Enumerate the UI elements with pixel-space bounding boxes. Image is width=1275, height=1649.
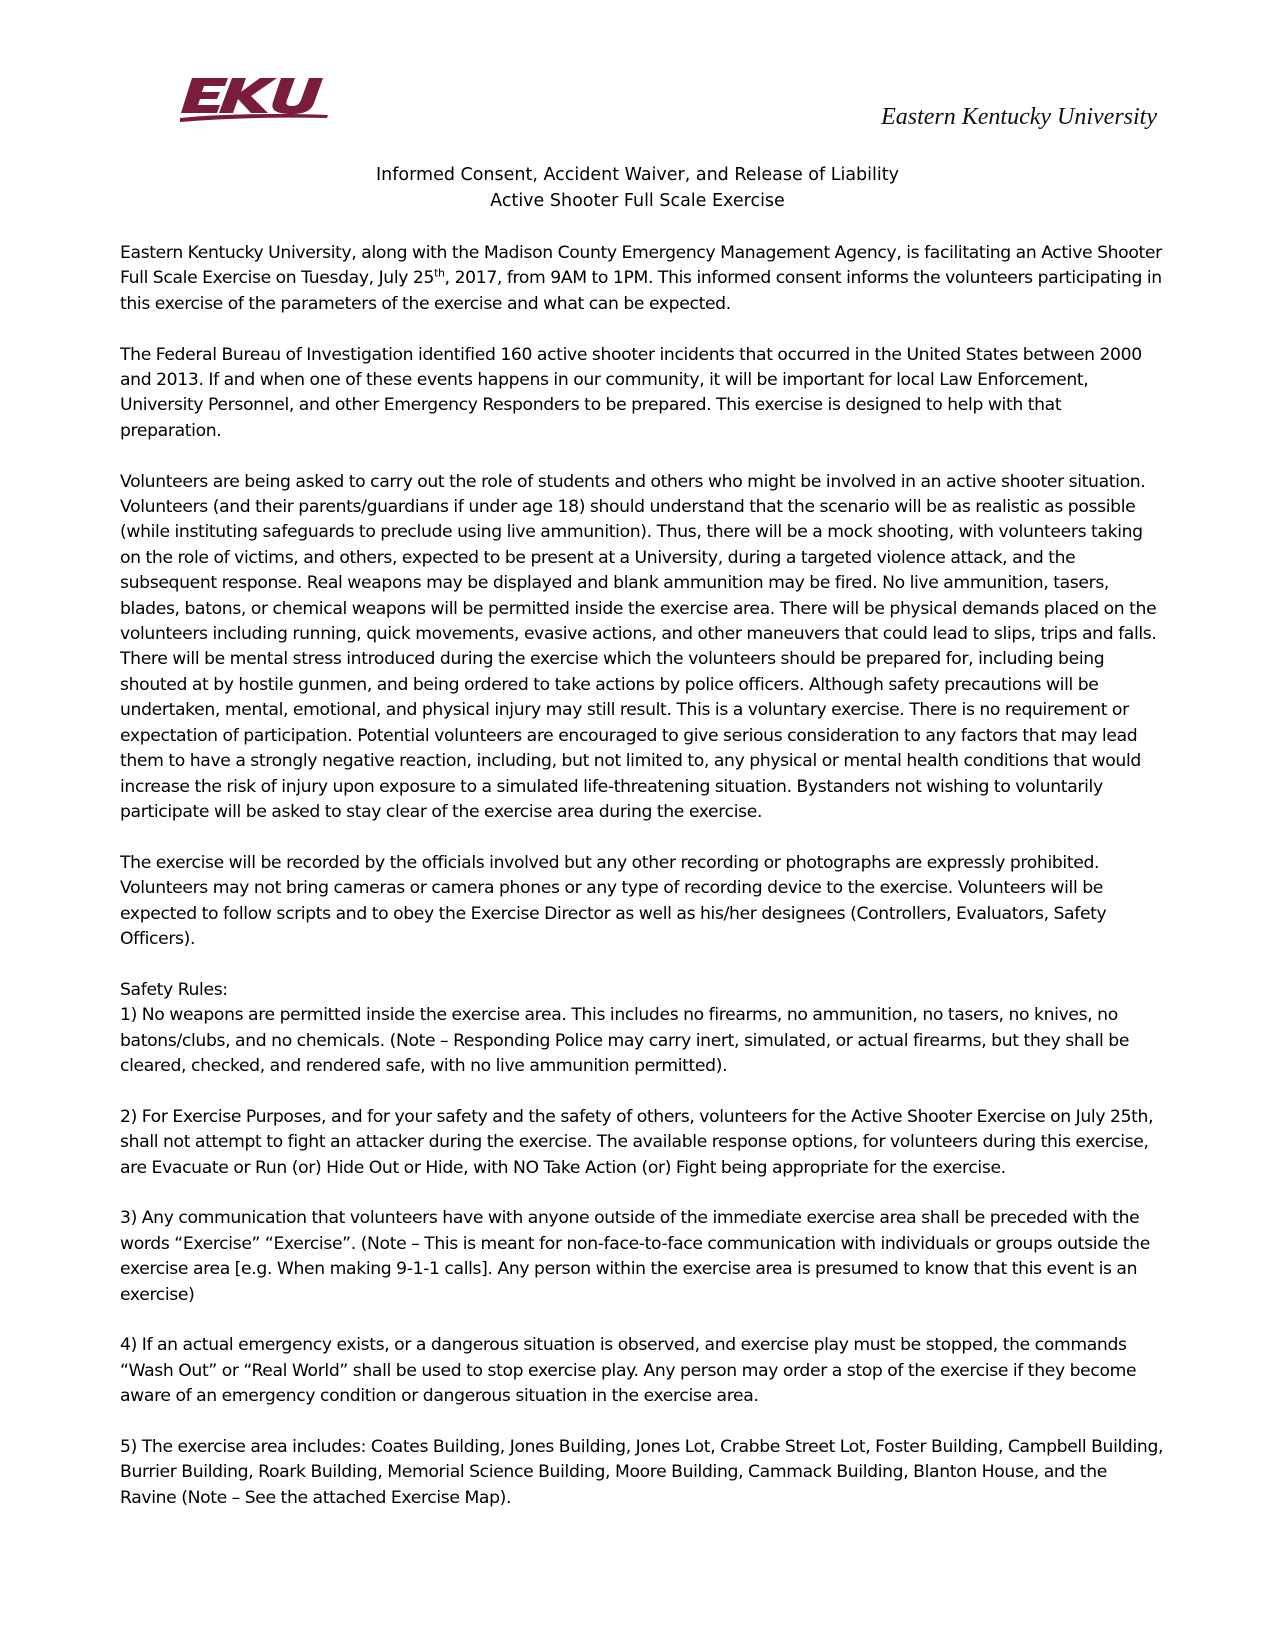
- safety-rule-4: 4) If an actual emergency exists, or a dangerous situation is observed, and exercise play must be stopped, the commands “Wash Out” or “Real World” shall be used to stop exercise play. Any person may order a stop of the exercise if they become aware of an emergency condition or dangerous situation in the exercise area.: [120, 1335, 1137, 1407]
- ordinal-suffix: th: [434, 266, 445, 280]
- intro-paragraph: [120, 241, 1166, 317]
- safety-rule-2: 2) For Exercise Purposes, and for your safety and the safety of others, volunteers for the Active Shooter Exercise on July 25th, shall not attempt to fight an attacker during the exercise. The available response options, for volunteers during this exercise, are Evacuate or Run (or) Hide Out or Hide, with NO Take Action (or) Fight being appropriate for the exercise.: [120, 1106, 1154, 1178]
- document-body: [120, 241, 1166, 1537]
- document-title: [0, 162, 1275, 214]
- university-name: Eastern Kentucky University: [881, 104, 1157, 130]
- title-line-1: Informed Consent, Accident Waiver, and Release of Liability: [376, 165, 899, 185]
- safety-rule-5: 5) The exercise area includes: Coates Building, Jones Building, Jones Lot, Crabbe Street Lot, Foster Building, Campbell Building, Burrier Building, Roark Building, Memorial Science Building, Moore Building, Cammack Building, Blanton House, and the Ravine (Note – See the attached Exercise Map).: [120, 1436, 1164, 1508]
- eku-logo: [180, 74, 330, 126]
- safety-rules-heading: Safety Rules:: [120, 979, 228, 1000]
- intro-text-2: , 2017, from 9AM to 1PM. This informed consent informs the volunteers participating in this exercise of the parameters of the exercise and what can be expected.: [120, 268, 1162, 314]
- safety-rule-1: 1) No weapons are permitted inside the exercise area. This includes no firearms, no ammunition, no tasers, no knives, no batons/clubs, and no chemicals. (Note – Responding Police may carry inert, simulated, or actual firearms, but they shall be cleared, checked, and rendered safe, with no live ammunition permitted).: [120, 1005, 1130, 1076]
- intro-text-1: Eastern Kentucky University, along with the Madison County Emergency Management Agency, is facilitating an Active Shooter Full Scale Exercise on Tuesday, July 25: [120, 243, 1162, 289]
- fbi-paragraph: The Federal Bureau of Investigation identified 160 active shooter incidents that occurred in the United States between 2000 and 2013. If and when one of these events happens in our community, it will be important for local Law Enforcement, University Personnel, and other Emergency Responders to be prepared. This exercise is designed to help with that preparation.: [120, 344, 1142, 441]
- recording-paragraph: The exercise will be recorded by the officials involved but any other recording or photographs are expressly prohibited. Volunteers may not bring cameras or camera phones or any type of recording device to the exercise. Volunteers will be expected to follow scripts and to obey the Exercise Director as well as his/her designees (Controllers, Evaluators, Safety Officers).: [120, 852, 1107, 949]
- safety-rule-3: 3) Any communication that volunteers have with anyone outside of the immediate exercise area shall be preceded with the words “Exercise” “Exercise”. (Note – This is meant for non-face-to-face communication with individuals or groups outside the exercise area [e.g. When making 9-1-1 calls]. Any person within the exercise area is presumed to know that this event is an exercise): [120, 1208, 1150, 1305]
- volunteers-paragraph: Volunteers are being asked to carry out the role of students and others who might be involved in an active shooter situation. Volunteers (and their parents/guardians if under age 18) should understand that the scenario will be as realistic as possible (while instituting safeguards to preclude using live ammunition). Thus, there will be a mock shooting, with volunteers taking on the role of victims, and others, expected to be present at a University, during a targeted violence attack, and the subsequent response. Real weapons may be displayed and blank ammunition may be fired. No live ammunition, tasers, blades, batons, or chemical weapons will be permitted inside the exercise area. There will be physical demands placed on the volunteers including running, quick movements, evasive actions, and other maneuvers that could lead to slips, trips and falls. There will be mental stress introduced during the exercise which the volunteers should be prepared for, including being shouted at by hostile gunmen, and being ordered to take actions by police officers. Although safety precautions will be undertaken, mental, emotional, and physical injury may still result. This is a voluntary exercise. There is no requirement or expectation of participation. Potential volunteers are encouraged to give serious consideration to any factors that may lead them to have a strongly negative reaction, including, but not limited to, any physical or mental health conditions that would increase the risk of injury upon exposure to a simulated life-threatening situation. Bystanders not wishing to voluntarily participate will be asked to stay clear of the exercise area during the exercise.: [120, 471, 1157, 822]
- title-line-2: Active Shooter Full Scale Exercise: [490, 191, 785, 211]
